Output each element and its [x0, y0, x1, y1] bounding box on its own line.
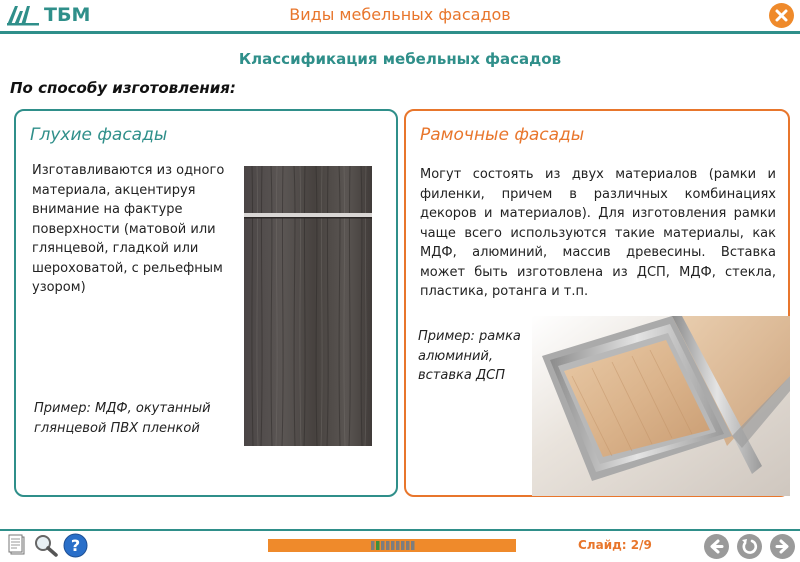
close-icon	[769, 3, 794, 28]
progress-segment	[391, 541, 395, 550]
progress-dots	[371, 541, 415, 550]
next-slide-button[interactable]	[770, 534, 795, 559]
notes-icon	[6, 533, 30, 557]
frame-facades-heading: Рамочные фасады	[420, 125, 585, 145]
frame-facades-description: Могут состоять из двух материалов (рамки и филенки, причем в различных комбинациях декоров и материалов). Для изготовления рамки чаще всего используются такие материалы, как МДФ, алюминий, массив древесины. Вставка может быть изготовлена из ДСП, МДФ, стекла, пластика, ротанга и т.п.	[420, 167, 776, 299]
app-title: Виды мебельных фасадов	[289, 5, 511, 24]
svg-text:?: ?	[70, 536, 81, 555]
progress-segment	[406, 541, 410, 550]
frame-facades-example: Пример: рамка алюминий, вставка ДСП	[418, 329, 521, 383]
progress-segment	[386, 541, 390, 550]
previous-slide-button[interactable]	[704, 534, 729, 559]
search-icon	[33, 533, 59, 557]
replay-icon	[737, 534, 762, 559]
search-button[interactable]	[33, 533, 59, 561]
close-button[interactable]	[769, 3, 794, 28]
notes-button[interactable]	[6, 533, 30, 561]
slide-counter: Слайд: 2/9	[578, 538, 652, 552]
progress-segment	[411, 541, 415, 550]
progress-segment	[371, 541, 375, 550]
solid-facades-description: Изготавливаются из одного материала, акцентируя внимание на фактуре поверхности (матовой или глянцевой, гладкой или шероховатой, с рельефным узором)	[32, 163, 225, 295]
progress-segment	[401, 541, 405, 550]
top-divider	[0, 31, 800, 34]
arrow-right-icon	[770, 534, 795, 559]
progress-segment	[381, 541, 385, 550]
help-button[interactable]	[63, 533, 88, 562]
solid-facades-heading: Глухие фасады	[30, 125, 168, 145]
aluminium-frame-photo	[532, 316, 790, 496]
solid-facades-panel	[14, 109, 398, 497]
solid-facades-example: Пример: МДФ, окутанный глянцевой ПВХ пленкой	[34, 401, 211, 436]
progress-segment	[376, 541, 380, 550]
slide-title: Классификация мебельных фасадов	[238, 50, 562, 68]
progress-segment	[396, 541, 400, 550]
replay-slide-button[interactable]	[737, 534, 762, 559]
help-icon	[63, 533, 88, 558]
top-bar	[0, 0, 800, 30]
wood-door-photo	[244, 166, 372, 446]
slide-progress-bar	[268, 539, 516, 552]
section-heading: По способу изготовления:	[10, 79, 236, 97]
arrow-left-icon	[704, 534, 729, 559]
logo-text: ТБМ	[44, 4, 91, 26]
frame-facades-panel	[404, 109, 790, 497]
